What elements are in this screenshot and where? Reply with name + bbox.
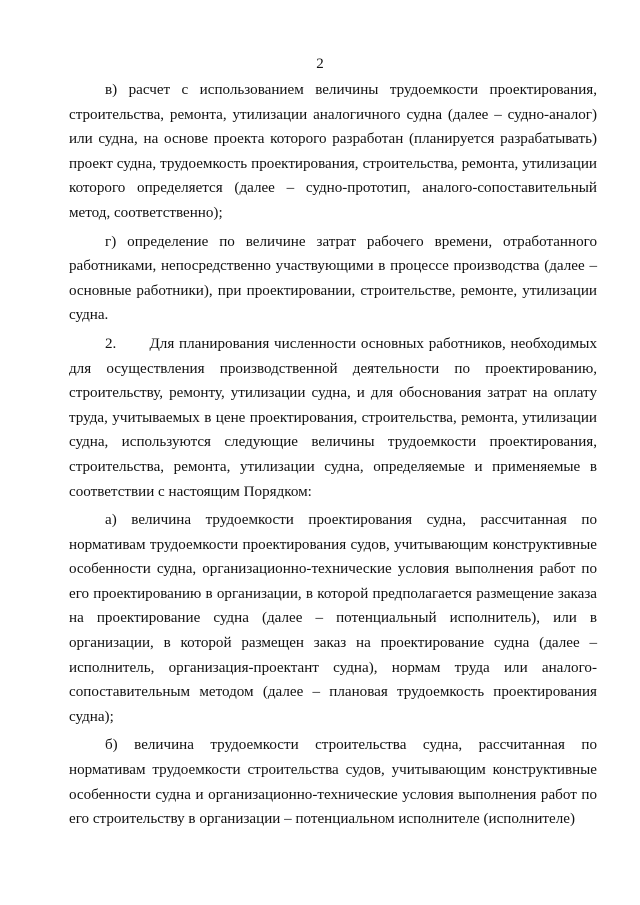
document-body <box>69 78 597 836</box>
paragraph-g: г) определение по величине затрат рабочего времени, отработанного работниками, непосредственно участвующими в процессе производства (далее – основные работники), при проектировании, строительстве, ремонте, утилизации судна. <box>69 233 597 324</box>
page-number: 2 <box>316 56 324 72</box>
paragraph-2: 2. Для планирования численности основных работников, необходимых для осуществления производственной деятельности по проектированию, строительству, ремонту, утилизации судна, и для обоснования затрат на оплату труда, учитываемых в цене проектирования, строительства, ремонта, утилизации судна, используются следующие величины трудоемкости проектирования, строительства, ремонта, утилизации судна, определяемые и применяемые в соответствии с настоящим Порядком: <box>69 335 597 500</box>
paragraph-a: а) величина трудоемкости проектирования судна, рассчитанная по нормативам трудоемкости проектирования судов, учитывающим конструктивные особенности судна, организационно-технические условия выполнения работ по его проектированию в организации, в которой предполагается размещение заказа на проектирование судна (далее – потенциальный исполнитель), или в организации, в которой размещен заказ на проектирование судна (далее – исполнитель, организация-проектант судна), нормам труда или аналого-сопоставительным методом (далее – плановая трудоемкость проектирования судна); <box>69 512 597 725</box>
paragraph-b: б) величина трудоемкости строительства судна, рассчитанная по нормативам трудоемкости строительства судов, учитывающим конструктивные особенности судна и организационно-технические условия выполнения работ по его строительству в организации – потенциальном исполнителе (исполнителе) <box>69 737 597 828</box>
paragraph-v: в) расчет с использованием величины трудоемкости проектирования, строительства, ремонта, утилизации аналогичного судна (далее – судно-аналог) или судна, на основе проекта которого разработан (планируется разрабатывать) проект судна, трудоемкость проектирования, строительства, ремонта, утилизации которого определяется (далее – судно-прототип, аналого-сопоставительный метод, соответственно); <box>69 82 597 221</box>
